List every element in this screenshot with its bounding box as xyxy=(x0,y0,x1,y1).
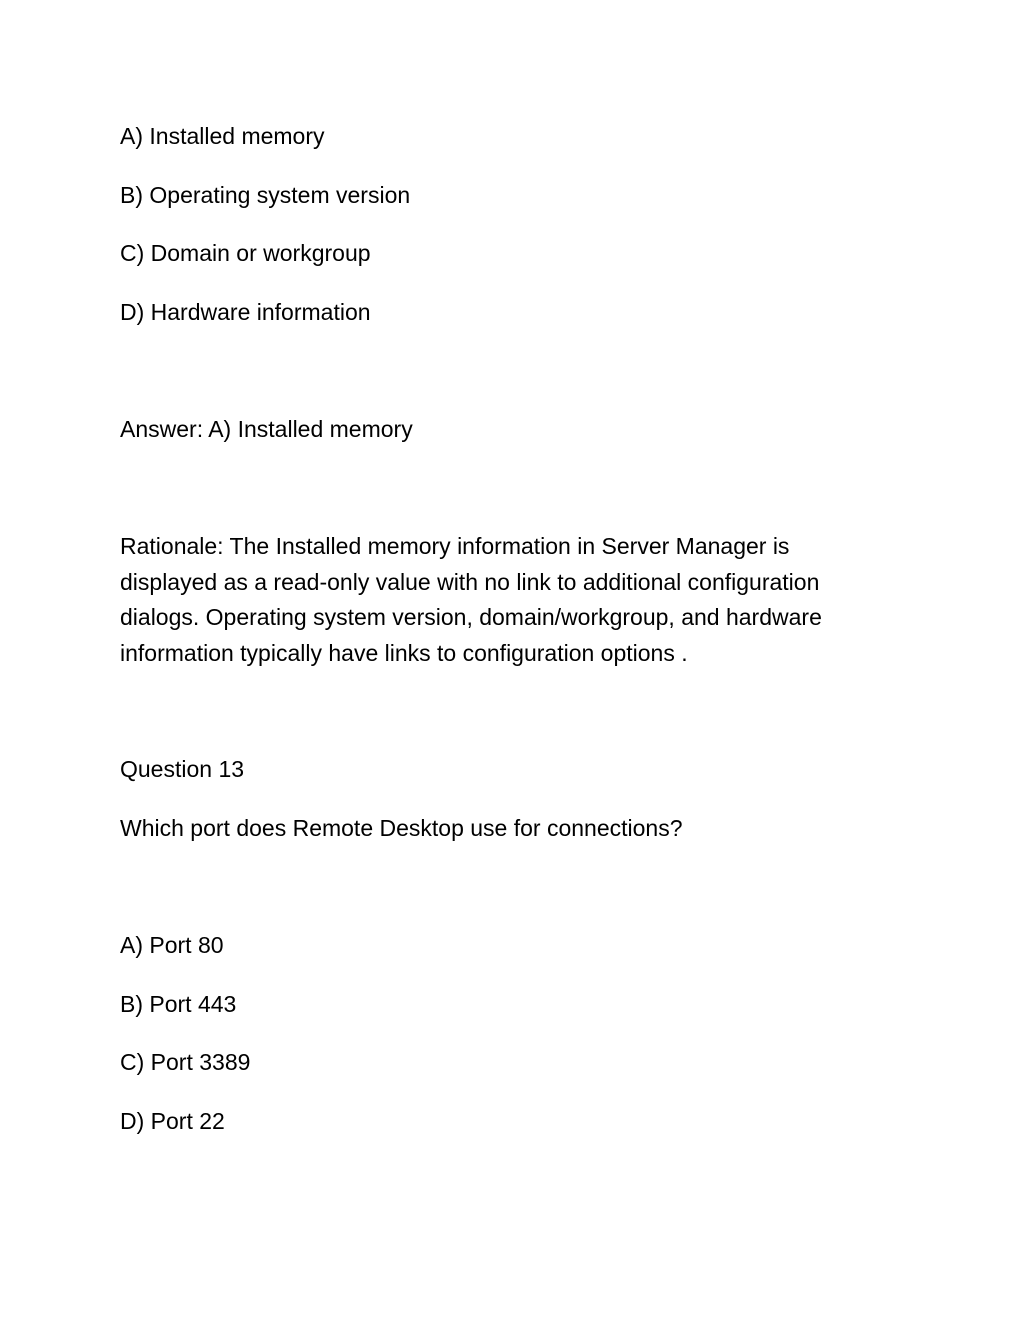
question-prompt: Which port does Remote Desktop use for connections? xyxy=(120,815,683,841)
rationale-line: dialogs. Operating system version, domain/workgroup, and hardware xyxy=(120,604,822,630)
q13-option-c: C) Port 3389 xyxy=(120,1049,251,1075)
rationale-line: information typically have links to configuration options . xyxy=(120,639,688,666)
rationale-line: Rationale: The Installed memory information in Server Manager is xyxy=(120,533,790,559)
q13-option-d: D) Port 22 xyxy=(120,1108,225,1134)
option-d: D) Hardware information xyxy=(120,299,371,325)
q13-option-b: B) Port 443 xyxy=(120,991,237,1017)
answer-text: Answer: A) Installed memory xyxy=(120,416,413,442)
q13-option-a: A) Port 80 xyxy=(120,932,224,958)
option-b: B) Operating system version xyxy=(120,182,411,208)
rationale-line: displayed as a read-only value with no link to additional configuration xyxy=(120,568,820,595)
question-heading: Question 13 xyxy=(120,756,245,782)
option-c: C) Domain or workgroup xyxy=(120,240,371,266)
rationale-paragraph xyxy=(120,529,920,671)
option-a: A) Installed memory xyxy=(120,123,325,149)
